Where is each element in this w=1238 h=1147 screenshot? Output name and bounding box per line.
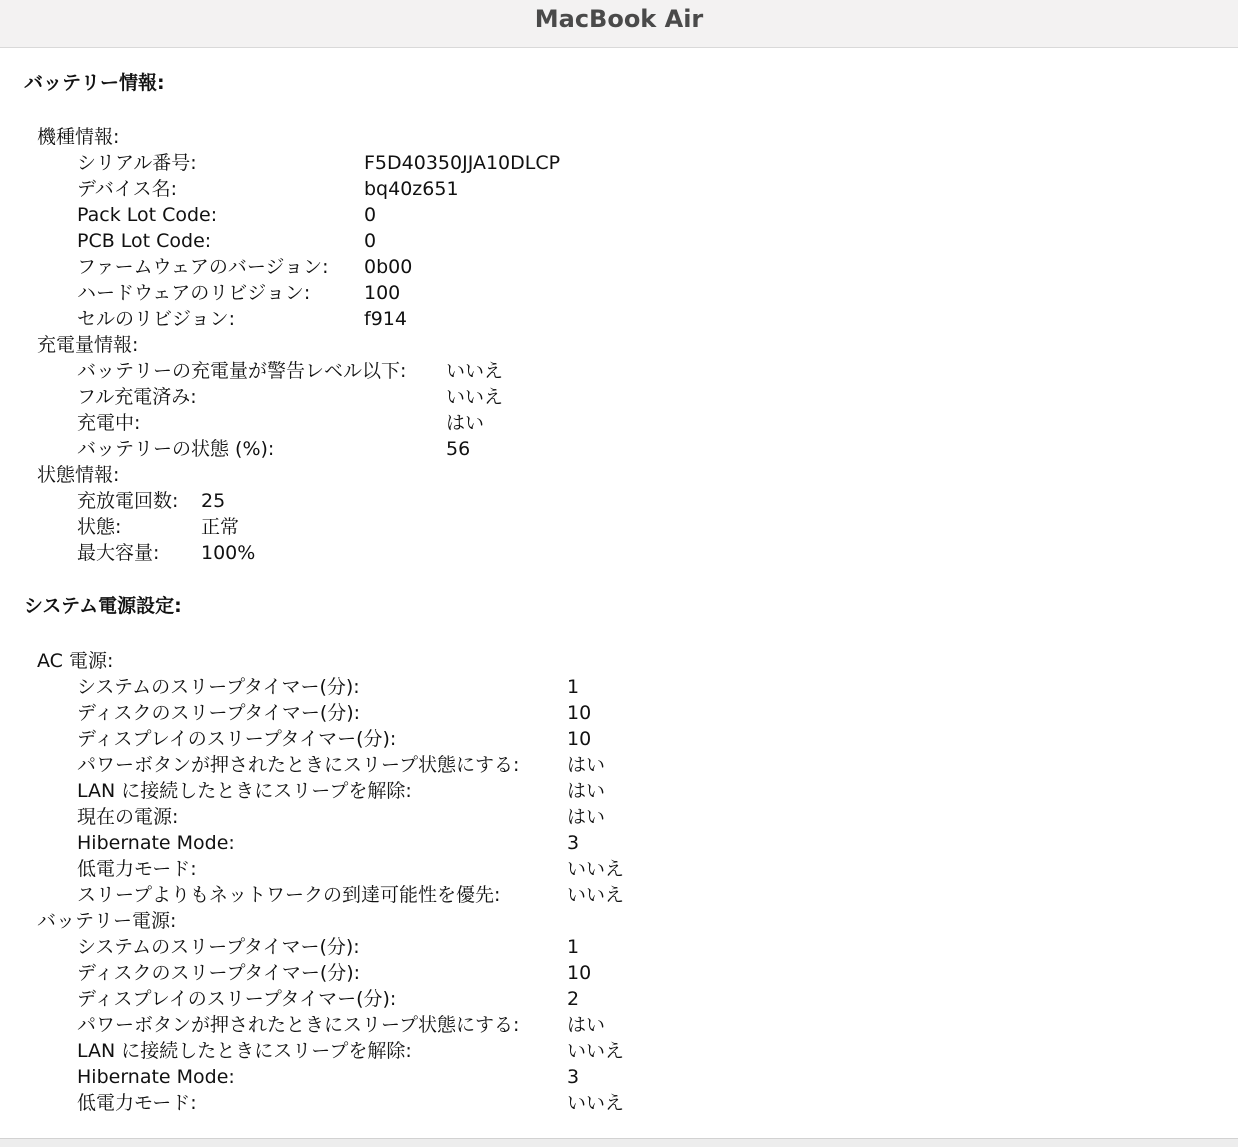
row-label: 充電中:: [77, 412, 141, 434]
info-row-low-power-mode: [0, 1090, 1238, 1116]
row-label: ディスプレイのスリープタイマー(分):: [77, 728, 397, 750]
row-value: 56: [446, 438, 471, 460]
row-label: システムのスリープタイマー(分):: [77, 936, 360, 958]
info-row-hibernate-mode: [0, 1064, 1238, 1090]
info-row-low-power-mode: [0, 856, 1238, 882]
row-value: 10: [567, 728, 592, 750]
row-value: 2: [567, 988, 580, 1010]
row-value: いいえ: [567, 1092, 625, 1114]
info-row-disk-sleep-timer: [0, 700, 1238, 726]
info-row-cycle-count: [0, 488, 1238, 514]
row-label: セルのリビジョン:: [77, 308, 236, 330]
row-label: バッテリーの充電量が警告レベル以下:: [77, 360, 407, 382]
row-label: ディスクのスリープタイマー(分):: [77, 962, 361, 984]
row-value: 1: [567, 936, 580, 958]
info-row-hardware-revision: [0, 280, 1238, 306]
row-label: シリアル番号:: [77, 152, 197, 174]
info-row-device-name: [0, 176, 1238, 202]
battery-info-heading: バッテリー情報:: [24, 72, 165, 94]
info-row-display-sleep-timer: [0, 726, 1238, 752]
battery-power-heading: バッテリー電源:: [37, 910, 177, 932]
row-label: パワーボタンが押されたときにスリープ状態にする:: [77, 1014, 520, 1036]
info-row-state-of-charge: [0, 436, 1238, 462]
detail-pane[interactable]: [0, 48, 1238, 1138]
info-row-display-sleep-timer: [0, 986, 1238, 1012]
row-label: 充放電回数:: [77, 490, 179, 512]
info-row-serial-number: [0, 150, 1238, 176]
row-label: 低電力モード:: [77, 1092, 197, 1114]
info-row-prioritize-network-reachability: [0, 882, 1238, 908]
row-value: 正常: [201, 516, 240, 538]
window-title: MacBook Air: [534, 5, 704, 33]
row-label: ディスプレイのスリープタイマー(分):: [77, 988, 397, 1010]
row-value: はい: [567, 754, 606, 776]
row-value: 1: [567, 676, 580, 698]
row-value: 100: [364, 282, 401, 304]
row-value: bq40z651: [364, 178, 459, 200]
row-value: 100%: [201, 542, 256, 564]
row-label: 最大容量:: [77, 542, 160, 564]
row-value: いいえ: [567, 858, 625, 880]
row-value: 0: [364, 204, 377, 226]
window-titlebar[interactable]: [0, 0, 1238, 48]
row-value: 3: [567, 832, 580, 854]
row-value: はい: [567, 1014, 606, 1036]
info-row-maximum-capacity: [0, 540, 1238, 566]
info-row-current-power-source: [0, 804, 1238, 830]
model-info-heading: 機種情報:: [37, 126, 120, 148]
row-value: 0: [364, 230, 377, 252]
row-label: LAN に接続したときにスリープを解除:: [77, 1040, 412, 1062]
row-label: デバイス名:: [77, 178, 178, 200]
row-value: いいえ: [446, 360, 504, 382]
ac-power-heading: AC 電源:: [37, 650, 114, 672]
info-row-sleep-on-power-button: [0, 1012, 1238, 1038]
row-value: F5D40350JJA10DLCP: [364, 152, 561, 174]
power-settings-heading: システム電源設定:: [24, 595, 182, 617]
info-row-wake-on-lan: [0, 778, 1238, 804]
row-label: スリープよりもネットワークの到達可能性を優先:: [77, 884, 501, 906]
info-row-disk-sleep-timer: [0, 960, 1238, 986]
row-value: 3: [567, 1066, 580, 1088]
row-label: 状態:: [77, 516, 122, 538]
row-label: LAN に接続したときにスリープを解除:: [77, 780, 412, 802]
info-row-pack-lot-code: [0, 202, 1238, 228]
row-value: はい: [567, 780, 606, 802]
row-value: いいえ: [446, 386, 504, 408]
info-row-cell-revision: [0, 306, 1238, 332]
info-row-firmware-version: [0, 254, 1238, 280]
row-label: PCB Lot Code:: [77, 230, 212, 252]
row-value: いいえ: [567, 1040, 625, 1062]
row-label: ハードウェアのリビジョン:: [77, 282, 311, 304]
row-label: フル充電済み:: [77, 386, 197, 408]
row-label: バッテリーの状態 (%):: [77, 438, 275, 460]
row-value: f914: [364, 308, 407, 330]
row-value: 25: [201, 490, 226, 512]
info-row-charge-warning: [0, 358, 1238, 384]
row-value: 10: [567, 962, 592, 984]
row-value: 10: [567, 702, 592, 724]
row-label: パワーボタンが押されたときにスリープ状態にする:: [77, 754, 520, 776]
info-row-charging: [0, 410, 1238, 436]
row-label: 低電力モード:: [77, 858, 197, 880]
info-row-system-sleep-timer: [0, 934, 1238, 960]
row-value: はい: [446, 412, 485, 434]
row-label: Hibernate Mode:: [77, 832, 235, 854]
health-info-heading: 状態情報:: [37, 464, 120, 486]
row-label: Hibernate Mode:: [77, 1066, 235, 1088]
row-value: いいえ: [567, 884, 625, 906]
row-label: ディスクのスリープタイマー(分):: [77, 702, 361, 724]
row-label: Pack Lot Code:: [77, 204, 218, 226]
row-value: はい: [567, 806, 606, 828]
row-label: ファームウェアのバージョン:: [77, 256, 329, 278]
info-row-hibernate-mode: [0, 830, 1238, 856]
info-row-sleep-on-power-button: [0, 752, 1238, 778]
row-label: システムのスリープタイマー(分):: [77, 676, 360, 698]
charge-info-heading: 充電量情報:: [37, 334, 139, 356]
info-row-wake-on-lan: [0, 1038, 1238, 1064]
row-value: 0b00: [364, 256, 413, 278]
info-row-condition: [0, 514, 1238, 540]
row-label: 現在の電源:: [77, 806, 179, 828]
info-row-fully-charged: [0, 384, 1238, 410]
info-row-pcb-lot-code: [0, 228, 1238, 254]
info-row-system-sleep-timer: [0, 674, 1238, 700]
